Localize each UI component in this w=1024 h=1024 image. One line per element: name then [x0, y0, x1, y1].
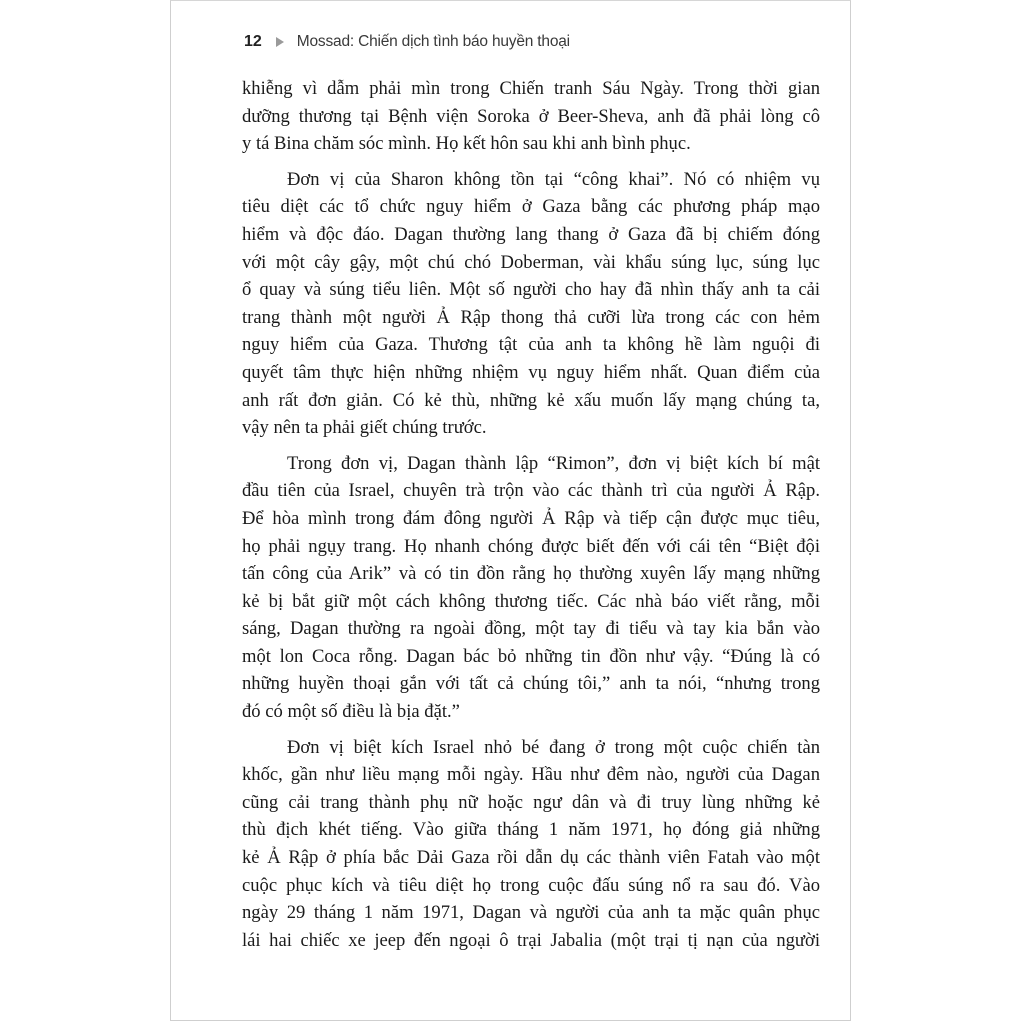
text-line: một lon Coca rỗng. Dagan bác bỏ những tin đồn như vậy. “Đúng là có: [242, 645, 820, 667]
body-text: [242, 75, 820, 962]
book-title: Mossad: Chiến dịch tình báo huyền thoại: [296, 33, 570, 50]
text-line: cuộc phục kích và tiêu diệt họ trong cuộc đấu súng nổ ra sau đó. Vào: [242, 874, 820, 896]
text-line: tấn công của Arik” và có tin đồn rằng họ thường xuyên lấy mạng những: [242, 563, 820, 585]
paragraph: [242, 75, 820, 158]
paragraph: [242, 166, 820, 442]
text-line: đầu tiên của Israel, chuyên trà trộn vào các thành trì của người Ả Rập.: [242, 480, 820, 502]
text-line: ổ quay và súng tiểu liên. Một số người cho hay đã nhìn thấy anh ta cải: [242, 279, 820, 301]
text-line: tiêu diệt các tổ chức nguy hiểm ở Gaza bằng các phương pháp mạo: [242, 196, 820, 218]
running-header: [244, 33, 570, 51]
paragraph: [242, 734, 820, 955]
text-line: vậy nên ta phải giết chúng trước.: [242, 417, 487, 439]
text-line: anh rất đơn giản. Có kẻ thù, những kẻ xấu muốn lấy mạng chúng ta,: [242, 389, 820, 411]
text-line: nguy hiểm của Gaza. Thương tật của anh ta không hề làm nguội đi: [242, 334, 820, 356]
text-line: ngày 29 tháng 1 năm 1971, Dagan và người của anh ta mặc quân phục: [242, 902, 820, 924]
text-line: khốc, gần như liều mạng mỗi ngày. Hầu như đêm nào, người của Dagan: [242, 764, 820, 786]
text-line: trang thành một người Ả Rập thong thả cưỡi lừa trong các con hẻm: [242, 306, 820, 328]
text-line: kẻ Ả Rập ở phía bắc Dải Gaza rồi dẫn dụ các thành viên Fatah vào một: [242, 847, 820, 869]
paragraph: [242, 450, 820, 726]
text-line: thù địch khét tiếng. Vào giữa tháng 1 năm 1971, họ đóng giả những: [242, 819, 820, 841]
text-line: lái hai chiếc xe jeep đến ngoại ô trại Jabalia (một trại tị nạn của người: [242, 929, 820, 951]
text-line: kẻ bị bắt giữ một cách không thương tiếc. Các nhà báo viết rằng, mỗi: [242, 590, 820, 612]
text-line: họ phải ngụy trang. Họ nhanh chóng được biết đến với cái tên “Biệt đội: [242, 535, 820, 557]
text-line: với một cây gậy, một chú chó Doberman, vài khẩu súng lục, súng lục: [242, 251, 820, 273]
page-number: 12: [244, 33, 262, 50]
text-line: sáng, Dagan thường ra ngoài đồng, một tay đi tiểu và tay kia bắn vào: [242, 618, 820, 640]
text-line: Trong đơn vị, Dagan thành lập “Rimon”, đơn vị biệt kích bí mật: [287, 452, 820, 474]
text-line: hiểm và độc đáo. Dagan thường lang thang ở Gaza đã bị chiếm đóng: [242, 223, 820, 245]
text-line: đó có một số điều là bịa đặt.”: [242, 701, 460, 723]
text-line: những huyền thoại gắn với tất cả chúng tôi,” anh ta nói, “nhưng trong: [242, 673, 820, 695]
text-line: khiễng vì dẫm phải mìn trong Chiến tranh Sáu Ngày. Trong thời gian: [242, 78, 820, 99]
text-line: dưỡng thương tại Bệnh viện Soroka ở Beer-Sheva, anh đã phải lòng cô: [242, 105, 820, 127]
text-line: Đơn vị biệt kích Israel nhỏ bé đang ở trong một cuộc chiến tàn: [287, 736, 820, 758]
text-line: cũng cải trang thành phụ nữ hoặc ngư dân và đi truy lùng những kẻ: [242, 791, 820, 813]
text-line: Để hòa mình trong đám đông người Ả Rập và tiếp cận được mục tiêu,: [242, 507, 820, 529]
triangle-right-icon: [276, 37, 284, 47]
text-line: Đơn vị của Sharon không tồn tại “công khai”. Nó có nhiệm vụ: [287, 168, 820, 190]
text-line: quyết tâm thực hiện những nhiệm vụ nguy hiểm nhất. Quan điểm của: [242, 361, 820, 383]
text-line: y tá Bina chăm sóc mình. Họ kết hôn sau khi anh bình phục.: [242, 133, 691, 155]
book-page: [170, 0, 851, 1021]
